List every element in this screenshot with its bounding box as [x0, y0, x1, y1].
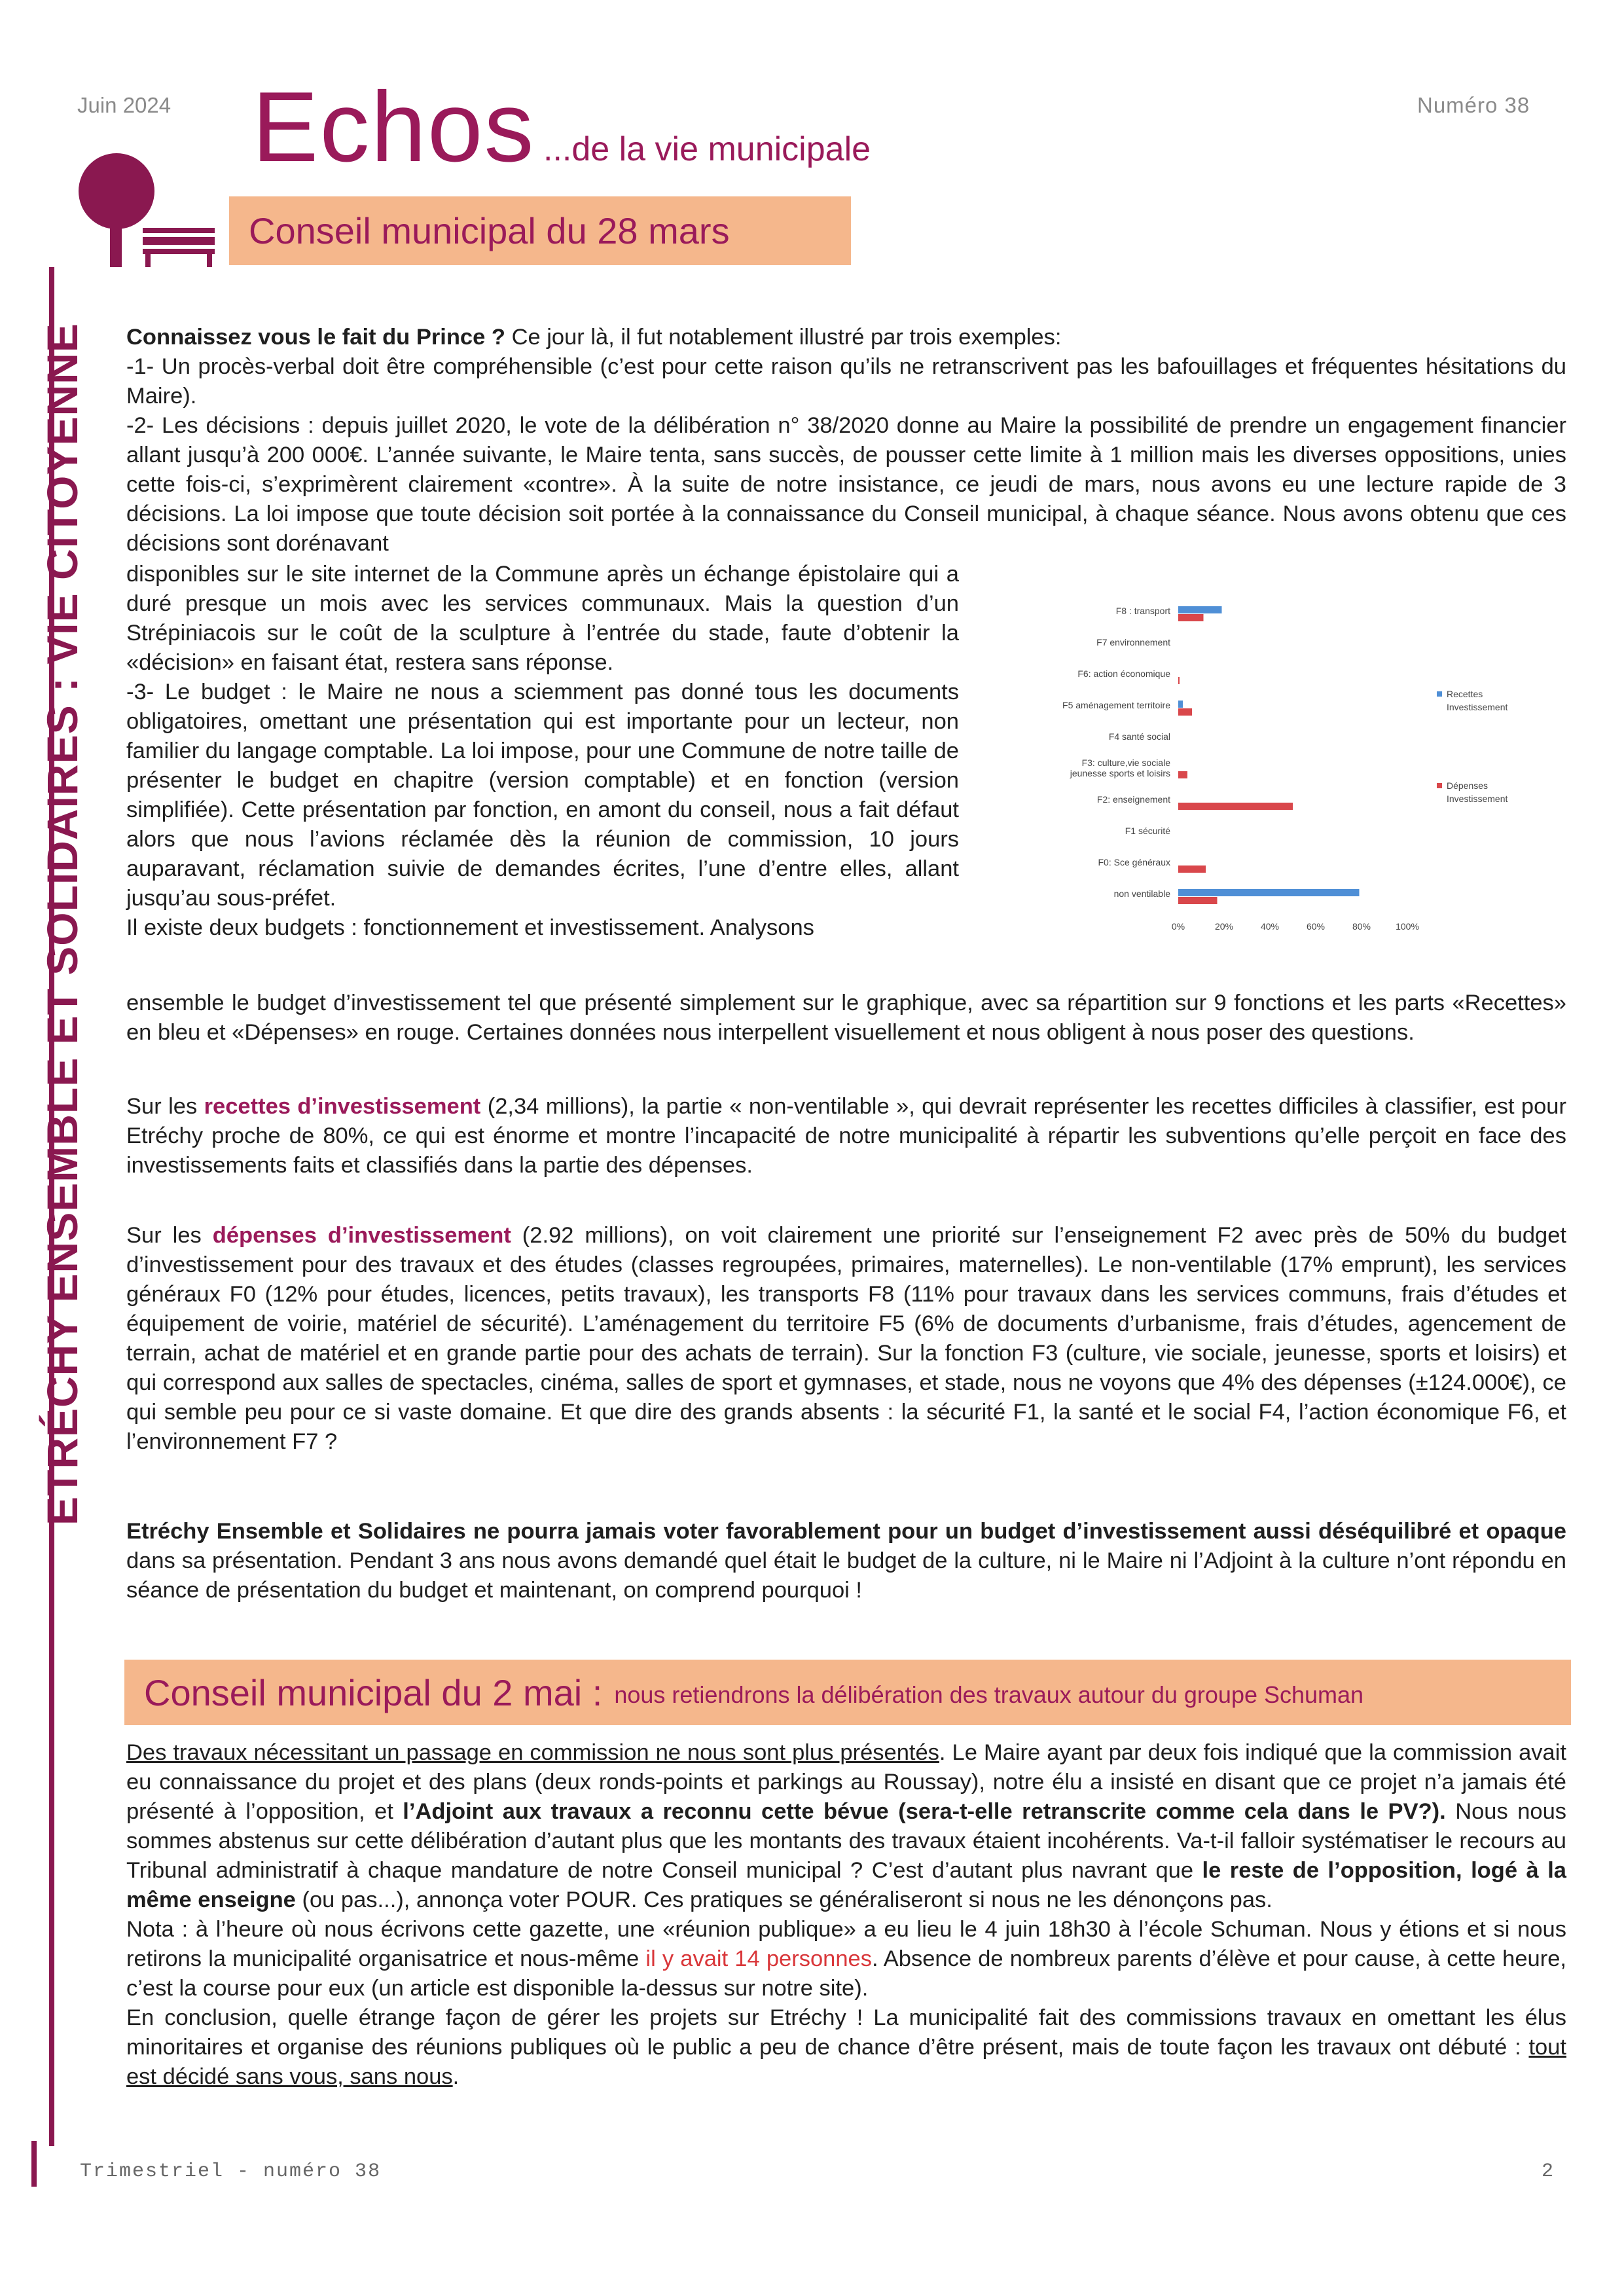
side-label: ETRÉCHY ENSEMBLE ET SOLIDAIRES : VIE CITOYENNE [38, 323, 86, 1525]
tree-bench-logo-icon [72, 151, 242, 268]
tick-label: 60% [1306, 921, 1326, 932]
nota-text-b: . Absence de nombreux parents d’élève et pour cause, à cette heure, c’est la course pour eux (un article est disponible la-dessus sur notre site). [126, 1946, 1566, 2001]
conclusion-underlined: tout est décidé sans vous, sans nous [126, 2035, 1566, 2089]
category-label: non ventilable [1113, 888, 1170, 899]
newsletter-tagline: ...de la vie municipale [543, 130, 871, 168]
category-label: F8 : transport [1115, 606, 1170, 616]
section-recettes [126, 1092, 1566, 1180]
conclusion-rest: dans sa présentation. Pendant 3 ans nous avons demandé quel était le budget de la culture, ni le Maire ni l’Adjoint à la culture n’ont répondu en séance de présentation du budget et maintenant, on comprend pourquoi ! [126, 1548, 1566, 1603]
bar-depenses [1178, 803, 1293, 810]
category-label: F7 environnement [1096, 637, 1170, 647]
paragraph-conclusion [126, 1517, 1566, 1605]
side-rule-foot [31, 2141, 37, 2187]
depenses-heading: dépenses d’investissement [212, 1223, 511, 1248]
legend-label: Investissement [1447, 702, 1508, 712]
footer-publication: Trimestriel - numéro 38 [80, 2160, 382, 2183]
paragraph-point3: -3- Le budget : le Maire ne nous a sciemment pas donné tous les documents obligatoires, omettant une présentation qui est importante pour un lecteur, non familier du langage comptable. La loi impose, pour une Commune de notre taille de présenter le budget en chapitre (version comptable) et en fonction (version simplifiée). Cette présentation par fonction, en amont du conseil, nous a fait défaut alors que nous l’avions réclamée dès la réunion de commission, 10 jours auparavant, réclamation suivie de demandes écrites, l’une d’entre elles, allant jusqu’au sous-préfet. [126, 680, 959, 911]
conclusion-bold: Etréchy Ensemble et Solidaires ne pourra jamais voter favorablement pour un budget d’investissement aussi déséquilibré et opaque [126, 1519, 1566, 1544]
may-text-a: . Le Maire ayant par deux fois indiqué que la commission avait eu connaissance du projet et des plans (deux ronds-points et parkings au Roussay), notre élu a insisté en disant que ce projet n’a jamais été présenté à l’opposition, et [126, 1740, 1566, 1824]
paragraph-recettes [126, 1092, 1566, 1180]
bar-recettes [1178, 889, 1360, 896]
conclusion-text-b: . [452, 2064, 460, 2089]
category-label: F6: action économique [1077, 668, 1170, 679]
recettes-text: (2,34 millions), la partie « non-ventilable », qui devrait représenter les recettes difficiles à classifier, est pour Etréchy proche de 80%, ce qui est énorme et montre l’incapacité de notre municipalité à répartir les subventions qu’elle perçoit en face des investissements faits et classifiés dans la partie des dépenses. [126, 1094, 1566, 1178]
paragraph-may-1 [126, 1738, 1566, 1915]
tick-label: 80% [1352, 921, 1371, 932]
section-heading: Conseil municipal du 28 mars [249, 210, 730, 251]
legend-swatch [1437, 691, 1442, 697]
tick-label: 0% [1171, 921, 1185, 932]
paragraph-may-conclusion [126, 2003, 1566, 2092]
legend-label: Dépenses [1447, 780, 1489, 791]
section-march-wrapped [126, 560, 959, 943]
issue-number: Numéro 38 [1417, 93, 1530, 117]
recettes-pre: Sur les [126, 1094, 204, 1119]
section-subheading-may: nous retiendrons la délibération des travaux autour du groupe Schuman [614, 1681, 1364, 1708]
paragraph-intro [126, 323, 1566, 352]
section-depenses [126, 1221, 1566, 1457]
bar-recettes [1178, 606, 1222, 613]
may-bold-d: le reste de l’opposition, logé à la même enseigne [126, 1858, 1566, 1912]
bar-depenses [1178, 897, 1218, 904]
intro-rest: Ce jour là, il fut notablement illustré par trois exemples: [505, 325, 1062, 350]
bar-depenses [1178, 614, 1204, 621]
page-number: 2 [1542, 2160, 1554, 2183]
category-label: F3: culture,vie sociale [1081, 757, 1170, 768]
section-conclusion [126, 1517, 1566, 1605]
category-label: jeunesse sports et loisirs [1070, 768, 1170, 778]
category-label: F0: Sce généraux [1098, 857, 1170, 867]
depenses-text: (2.92 millions), on voit clairement une priorité sur l’enseignement F2 avec près de 50% du budget d’investissement pour des travaux et des études (classes regroupées, primaires, maternelles). Le non-ventilable (17% emprunt), les services généraux F0 (12% pour études, licences, petits travaux), les transports F8 (11% pour travaux dans les services communs, frais d’études et équipement de voirie, matériel de sécurité). L’aménagement du territoire F5 (6% de documents d’urbanisme, frais d’études, agencement de terrain, achat de matériel et en grande partie pour des achats de terrain). Sur la fonction F3 (culture, vie sociale, jeunesse, sports et loisirs) et qui correspond aux salles de spectacles, cinéma, salles de sport et gymnases, et stade, nous ne voyons que 4% des dépenses (±124.000€), ce qui semble peu pour ce si vaste domaine. Et que dire des grands absents : la sécurité F1, la santé et le social F4, l’action économique F6, et l’environnement F7 ? [126, 1223, 1566, 1454]
legend-label: Recettes [1447, 689, 1483, 699]
intro-bold: Connaissez vous le fait du Prince ? [126, 325, 505, 350]
bar-depenses [1178, 708, 1192, 716]
category-label: F2: enseignement [1096, 794, 1170, 805]
paragraph-point1: -1- Un procès-verbal doit être compréhensible (c’est pour cette raison qu’ils ne retranscrivent pas les bafouillages et fréquentes hésitations du Maire). [126, 354, 1566, 409]
bar-recettes [1178, 701, 1183, 708]
paragraph-point2: -2- Les décisions : depuis juillet 2020, le vote de la délibération n° 38/2020 donne au Maire la possibilité de prendre un engagement financier allant jusqu’à 200 000€. L’année suivante, le Maire tenta, sans succès, de pousser cette limite à 1 million mais les diverses oppositions, unies cette fois-ci, s’exprimèrent clairement «contre». À la suite de notre insistance, ce jeudi de mars, nous avons eu une lecture rapide de 3 décisions. La loi impose que toute décision soit portée à la connaissance du Conseil municipal, à chaque séance. Nous avons obtenu que ces décisions sont dorénavant [126, 413, 1566, 556]
newsletter-title: Echos [252, 71, 535, 183]
paragraph-point2-cont: disponibles sur le site internet de la Commune après un échange épistolaire qui a duré presque un mois avec les services communaux. Mais la question d’un Strépiniacois sur le coût de la sculpture à l’entrée du stade, faute d’obtenir la «décision» en faisant état, restera sans réponse. [126, 562, 959, 675]
tick-label: 100% [1396, 921, 1419, 932]
section-banner-march [229, 196, 851, 265]
paragraph-may-nota [126, 1915, 1566, 2003]
may-bold-b: l’Adjoint aux travaux a reconnu cette bévue (sera-t-elle retranscrite comme cela dans le PV?). [403, 1799, 1446, 1824]
category-label: F5 aménagement territoire [1062, 700, 1170, 710]
may-underlined: Des travaux nécessitant un passage en commission ne nous sont plus présentés [126, 1740, 939, 1765]
nota-highlight: il y avait 14 personnes [645, 1946, 872, 1971]
may-text-e: (ou pas...), annonça voter POUR. Ces pratiques se généraliseront si nous ne les dénonçons pas. [295, 1887, 1272, 1912]
section-march-intro [126, 323, 1566, 558]
tick-label: 40% [1260, 921, 1280, 932]
section-heading-may: Conseil municipal du 2 mai : [144, 1671, 603, 1713]
legend-label: Investissement [1447, 793, 1508, 804]
paragraph-budgets-rest: ensemble le budget d’investissement tel que présenté simplement sur le graphique, avec sa répartition sur 9 fonctions et les parts «Recettes» en bleu et «Dépenses» en rouge. Certaines données nous interpellent visuellement et nous obligent à nous poser des questions. [126, 991, 1566, 1045]
section-banner-may [124, 1660, 1571, 1725]
bar-depenses [1178, 677, 1180, 684]
conclusion-text-a: En conclusion, quelle étrange façon de gérer les projets sur Etréchy ! La municipalité fait des commissions travaux en omettant les élus minoritaires et organise des réunions publiques où le public a peu de chance d’être présent, mais de toute façon les travaux ont débuté : [126, 2005, 1566, 2060]
tick-label: 20% [1214, 921, 1234, 932]
bar-depenses [1178, 866, 1206, 873]
section-may [126, 1738, 1566, 2092]
legend-swatch [1437, 783, 1442, 788]
depenses-pre: Sur les [126, 1223, 213, 1248]
paragraph-budgets: Il existe deux budgets : fonctionnement et investissement. Analysons [126, 915, 814, 940]
paragraph-depenses [126, 1221, 1566, 1457]
issue-date: Juin 2024 [77, 93, 171, 117]
category-label: F4 santé social [1108, 731, 1170, 742]
investment-budget-chart [988, 586, 1578, 953]
may-text-c: Nous nous sommes abstenus sur cette délibération d’autant plus que les montants des travaux étaient incohérents. Va-t-il falloir systématiser le recours au Tribunal administratif à chaque mandature de notre Conseil municipal ? C’est d’autant plus navrant que [126, 1799, 1567, 1883]
section-march-budgets [126, 989, 1566, 1048]
recettes-heading: recettes d’investissement [204, 1094, 481, 1119]
nota-text-a: Nota : à l’heure où nous écrivons cette gazette, une «réunion publique» a eu lieu le 4 juin 18h30 à l’école Schuman. Nous y étions et si nous retirons la municipalité organisatrice et nous-même [126, 1917, 1566, 1971]
category-label: F1 sécurité [1125, 826, 1170, 836]
bar-depenses [1178, 771, 1187, 778]
